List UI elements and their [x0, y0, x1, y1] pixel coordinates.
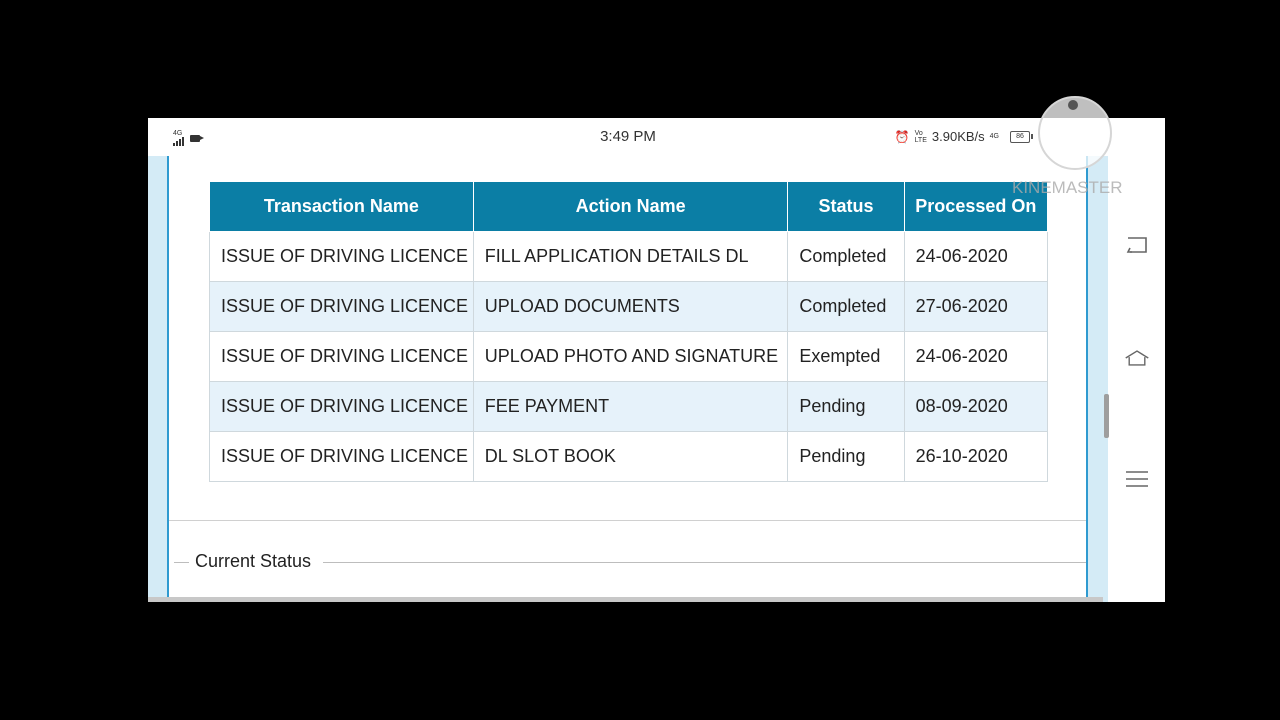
cell-processed-on: 27-06-2020 [904, 282, 1047, 332]
navigation-bar [1110, 156, 1165, 602]
header-transaction-name: Transaction Name [210, 182, 474, 232]
cell-action-name: FEE PAYMENT [473, 382, 788, 432]
table-row [210, 432, 1048, 482]
current-status-legend: Current Status [195, 551, 312, 571]
cell-status: Completed [788, 232, 904, 282]
cell-action-name: FILL APPLICATION DETAILS DL [473, 232, 788, 282]
battery-level: 86 [1016, 132, 1024, 140]
cell-transaction-name: ISSUE OF DRIVING LICENCE [210, 232, 474, 282]
cell-action-name: UPLOAD DOCUMENTS [473, 282, 788, 332]
cell-status: Pending [788, 432, 904, 482]
cell-processed-on: 24-06-2020 [904, 332, 1047, 382]
watermark-logo-icon [1038, 96, 1112, 170]
cell-processed-on: 08-09-2020 [904, 382, 1047, 432]
left-frame-border [148, 156, 169, 602]
table-row [210, 382, 1048, 432]
cell-transaction-name: ISSUE OF DRIVING LICENCE [210, 382, 474, 432]
cell-status: Pending [788, 382, 904, 432]
clock: 3:49 PM [600, 128, 656, 145]
header-action-name: Action Name [473, 182, 788, 232]
legend-line-right [323, 562, 1086, 563]
application-status-table [209, 181, 1048, 482]
table-row [210, 332, 1048, 382]
network-speed: 3.90KB/s [931, 129, 985, 144]
status-right [895, 129, 1030, 144]
table-row [210, 232, 1048, 282]
home-button[interactable] [1124, 345, 1150, 371]
cell-transaction-name: ISSUE OF DRIVING LICENCE [210, 332, 474, 382]
cell-action-name: DL SLOT BOOK [473, 432, 788, 482]
back-button[interactable] [1124, 232, 1150, 258]
table-row [210, 282, 1048, 332]
network-type-right: 4G [989, 133, 999, 140]
battery-icon [1010, 131, 1030, 143]
legend-line-left [174, 562, 189, 563]
cell-status: Completed [788, 282, 904, 332]
bottom-edge-bar [148, 597, 1103, 602]
menu-icon [1125, 470, 1149, 488]
volte-icon: Vo LTE [914, 129, 927, 144]
scrollbar-thumb[interactable] [1104, 394, 1109, 438]
cell-action-name: UPLOAD PHOTO AND SIGNATURE [473, 332, 788, 382]
cell-transaction-name: ISSUE OF DRIVING LICENCE [210, 282, 474, 332]
page-content [169, 156, 1086, 602]
right-frame-border [1086, 156, 1108, 602]
header-status: Status [788, 182, 904, 232]
back-icon [1126, 236, 1148, 254]
header-processed-on: Processed On [904, 182, 1047, 232]
cell-transaction-name: ISSUE OF DRIVING LICENCE [210, 432, 474, 482]
cell-status: Exempted [788, 332, 904, 382]
cell-processed-on: 26-10-2020 [904, 432, 1047, 482]
web-page [148, 156, 1108, 602]
watermark-text: KINEMASTER [1012, 178, 1123, 197]
alarm-icon: ⏰ [894, 129, 910, 144]
menu-button[interactable] [1124, 466, 1150, 492]
table-header-row [210, 182, 1048, 232]
network-type: 4G [173, 130, 183, 137]
section-divider [169, 520, 1086, 521]
status-bar [148, 118, 1165, 156]
home-icon [1124, 348, 1150, 368]
cell-processed-on: 24-06-2020 [904, 232, 1047, 282]
